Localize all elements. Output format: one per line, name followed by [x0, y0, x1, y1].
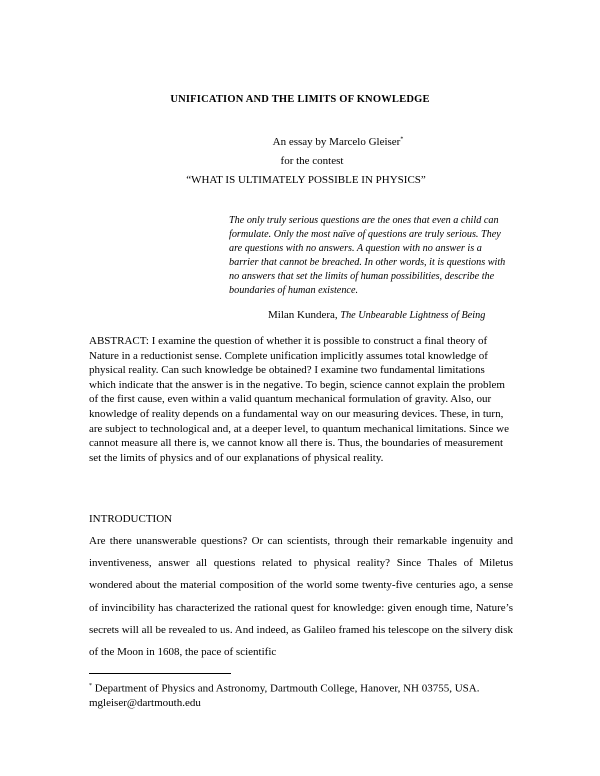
introduction-paragraph: Are there unanswerable questions? Or can scientists, through their remarkable ingenuity and inventiveness, answer all questions related to physical reality? Since Thales of Miletus wondered about the material composition of the world some twenty-five centuries ago, a sense of invincibility has characterized the rational quest for knowledge: given enough time, Nature’s secrets will all be revealed to us. And indeed, as Galileo framed his telescope on the silvery disk of the Moon in 1608, the pace of scientific	[89, 535, 513, 659]
section-heading-introduction: INTRODUCTION	[89, 513, 173, 525]
epigraph-author: Milan Kundera,	[268, 309, 338, 321]
byline-text: An essay by Marcelo Gleiser	[272, 136, 401, 148]
byline	[38, 136, 600, 148]
byline-footnote-mark: *	[400, 136, 404, 143]
contest-line: for the contest	[280, 155, 344, 167]
footnote-separator	[89, 673, 231, 674]
abstract: ABSTRACT: I examine the question of whether it is possible to construct a final theory of Nature in a reductionist sense. Complete unification implicitly assumes total knowledge of physical reality. Can such knowledge be obtained? I examine two fundamental limitations which indicate that the answer is in the negative. To begin, science cannot explain the problem of the first cause, even within a valid quantum mechanical formulation of gravity. Also, our knowledge of reality depends on a fundamental way on our measuring devices. These, in turn, are subject to technological and, at a deeper level, to quantum mechanical limitations. Since we cannot measure all there is, we cannot know all there is. Thus, the boundaries of measurement set the limits of physics and of our explanations of physical reality.	[89, 335, 509, 464]
epigraph-work: The Unbearable Lightness of Being	[340, 310, 486, 321]
essay-title: UNIFICATION AND THE LIMITS OF KNOWLEDGE	[170, 94, 430, 105]
epigraph-attribution	[268, 309, 485, 321]
footnote-mark: *	[89, 683, 92, 689]
footnote-text: Department of Physics and Astronomy, Dartmouth College, Hanover, NH 03755, USA. mgleiser@dartmouth.edu	[89, 682, 480, 710]
contest-title: “WHAT IS ULTIMATELY POSSIBLE IN PHYSICS”	[186, 174, 426, 186]
epigraph-quote: The only truly serious questions are the ones that even a child can formulate. Only the most naïve of questions are truly serious. They are questions with no answers. A question with no answer is a barrier that cannot be breached. In other words, it is questions with no answers that set the limits of human possibilities, describe the boundaries of human existence.	[229, 215, 506, 296]
footnote	[89, 679, 519, 711]
